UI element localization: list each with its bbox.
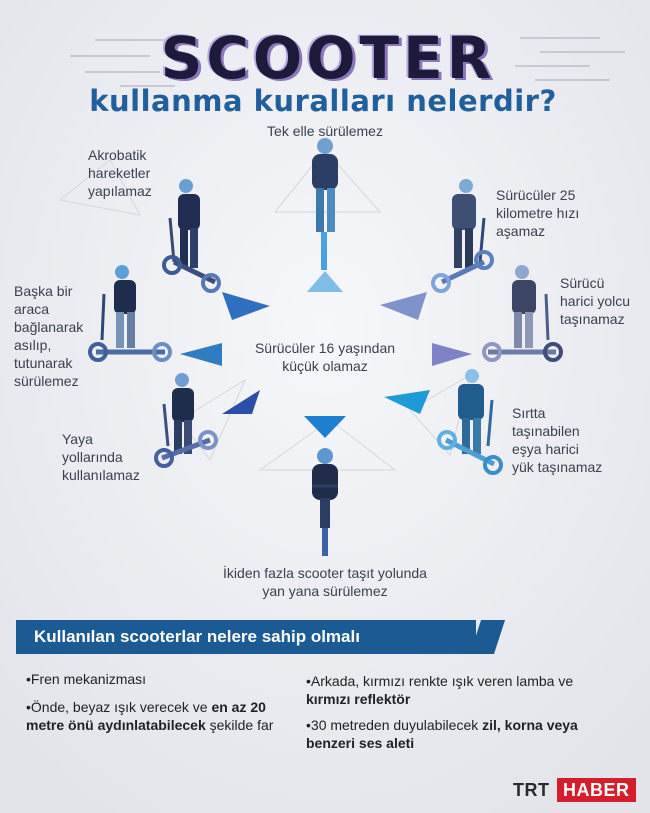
logo-trt: TRT (513, 780, 550, 800)
rule-sidewalk-line: Yaya (62, 431, 93, 447)
rule-cargo-line: Sırtta (512, 405, 546, 421)
rule-passenger-line: taşınamaz (560, 311, 625, 327)
rule-side-by-side-line: yan yana sürülemez (262, 583, 388, 599)
requirements-heading: Kullanılan scooterlar nelere sahip olmalı (16, 620, 476, 654)
requirement-front-light (26, 698, 276, 734)
requirement-text-part: şekilde far (205, 717, 274, 733)
rule-acrobatic-line: yapılamaz (88, 183, 152, 199)
rule-side-by-side-line: İkiden fazla scooter taşıt yolunda (223, 565, 427, 581)
rule-passenger-line: harici yolcu (560, 293, 631, 309)
requirement-text-part: zil, korna veya benzeri ses aleti (306, 717, 578, 751)
rule-sidewalk-line: yollarında (62, 449, 123, 465)
requirement-text-part: •Fren mekanizması (26, 671, 147, 687)
requirement-rear-light (306, 672, 606, 708)
requirement-brake (26, 670, 276, 688)
rule-sidewalk-line: kullanılamaz (62, 467, 140, 483)
logo-haber: HABER (557, 778, 636, 802)
requirement-bell (306, 716, 606, 752)
requirement-text-part: •Önde, beyaz ışık verecek ve (26, 699, 212, 715)
rule-speed (496, 186, 626, 240)
rule-speed-line: aşamaz (496, 223, 546, 239)
rule-acrobatic-line: Akrobatik (88, 147, 147, 163)
rule-one-hand (225, 122, 425, 140)
rule-tow-line: Başka bir (14, 283, 73, 299)
title-subtitle: kullanma kuralları nelerdir? (89, 84, 557, 118)
requirement-text-part: kırmızı reflektör (306, 691, 411, 707)
rule-tow-line: tutunarak (14, 355, 73, 371)
rule-cargo-line: taşınabilen (512, 423, 580, 439)
requirement-text-part: en az 20 metre önü aydınlatabilecek (26, 699, 266, 733)
requirement-text-part: •30 metreden duyulabilecek (306, 717, 483, 733)
rule-tow-line: araca (14, 301, 50, 317)
rule-tow-line: asılıp, (14, 337, 52, 353)
rule-speed-line: Sürücüler 25 (496, 187, 576, 203)
rule-one-hand-text: Tek elle sürülemez (267, 123, 383, 139)
rule-sidewalk (62, 430, 162, 484)
rule-tow (14, 282, 104, 390)
rule-age-line: küçük olamaz (282, 358, 368, 374)
rule-cargo-line: eşya harici (512, 441, 579, 457)
rule-acrobatic (88, 146, 198, 200)
rule-age (225, 339, 425, 375)
rule-passenger (560, 274, 648, 328)
rule-passenger-line: Sürücü (560, 275, 605, 291)
title-scooter: SCOOTER (160, 24, 496, 92)
rule-tow-line: bağlanarak (14, 319, 84, 335)
rule-cargo-line: yük taşınamaz (512, 459, 603, 475)
rule-cargo (512, 404, 642, 476)
rule-tow-line: sürülemez (14, 373, 79, 389)
rule-age-line: Sürücüler 16 yaşından (254, 340, 396, 356)
requirement-text-part: •Arkada, kırmızı renkte ışık veren lamba ve (306, 673, 574, 689)
rule-acrobatic-line: hareketler (88, 165, 151, 181)
rule-side-by-side (165, 564, 485, 600)
rule-speed-line: kilometre hızı (496, 205, 580, 221)
